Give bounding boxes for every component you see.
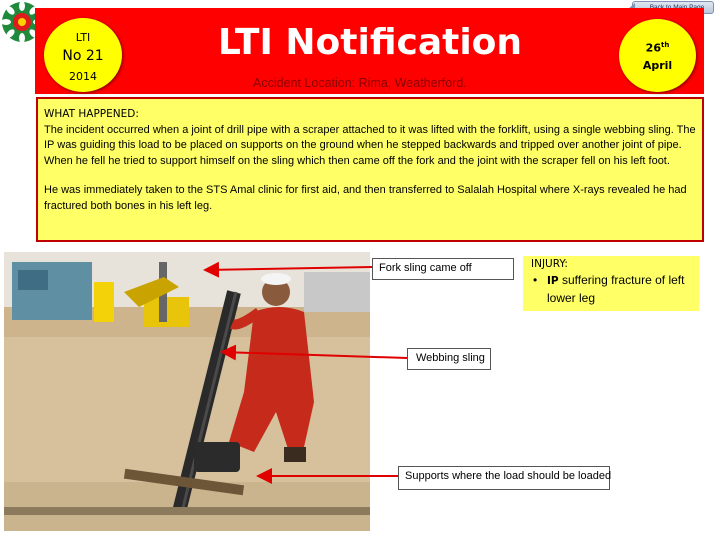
bullet-icon: • xyxy=(533,273,538,287)
injury-heading: INJURY: xyxy=(531,258,568,270)
injury-item xyxy=(531,272,691,307)
lti-number-badge xyxy=(44,18,122,92)
injury-box xyxy=(523,256,699,311)
date-month: April xyxy=(642,59,673,72)
webbing-sling-label: Webbing sling xyxy=(407,348,491,370)
lti-year: 2014 xyxy=(69,70,97,83)
accident-location: Accident Location: Rima, Weatherford. xyxy=(253,76,467,90)
date-badge xyxy=(619,19,696,92)
what-happened-heading: WHAT HAPPENED: xyxy=(44,108,139,120)
lti-label: LTI xyxy=(75,31,91,44)
date-day: 26th xyxy=(645,41,670,55)
fork-sling-label: Fork sling came off xyxy=(372,258,514,280)
incident-photo xyxy=(4,252,370,531)
what-happened-section xyxy=(36,97,704,242)
injury-description: suffering fracture of left lower leg xyxy=(547,273,685,305)
what-happened-paragraph-2: He was immediately taken to the STS Amal clinic for first aid, and then transferred to Salalah Hospital where X-rays revealed he had fractured both bones in his left leg. xyxy=(44,184,687,212)
what-happened-paragraph-1: The incident occurred when a joint of drill pipe with a scraper attached to it was lifted with the forklift, using a single webbing sling. The IP was guiding this load to be placed on supports on the ground when he stepped backwards and tripped over another joint of pipe. When he fell he tried to support himself on the sling which then came off the fork and the joint with the scraper fell on his left foot. xyxy=(44,123,696,167)
page-title: LTI Notification xyxy=(217,22,523,63)
injury-ip: IP xyxy=(547,275,559,287)
lti-number: No 21 xyxy=(62,48,104,64)
supports-label: Supports where the load should be loaded xyxy=(398,466,610,490)
